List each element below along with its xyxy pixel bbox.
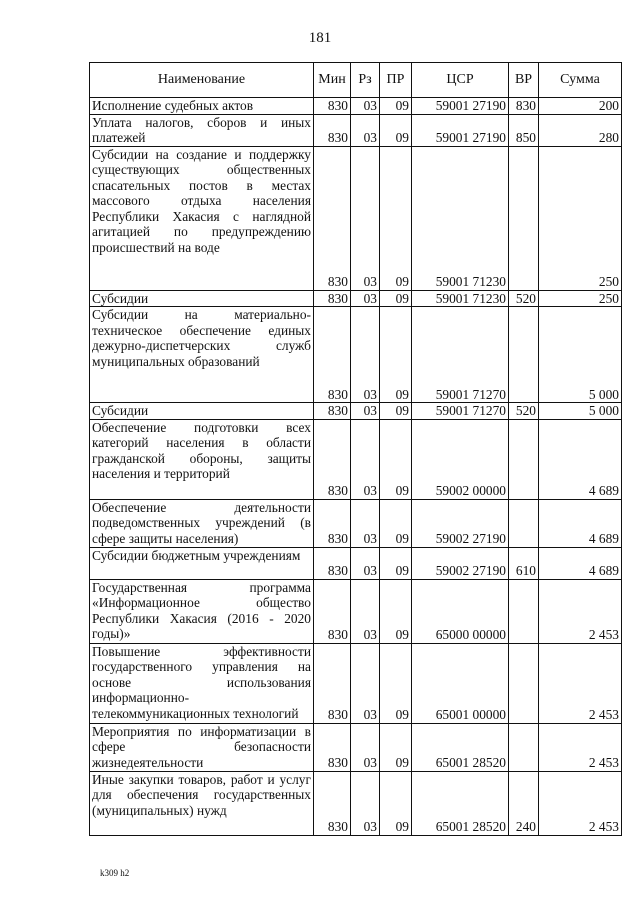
row-rz-cell: 03 [351, 579, 380, 643]
row-vr-cell [509, 643, 539, 723]
row-vr-cell: 830 [509, 98, 539, 115]
row-sum-cell: 2 453 [539, 579, 622, 643]
header-min: Мин [314, 63, 351, 98]
row-csr-cell: 65000 00000 [412, 579, 509, 643]
row-name-cell: Государственная программа «Информационное общество Республики Хакасия (2016 - 2020 годы)» [90, 579, 314, 643]
table-row [90, 114, 622, 146]
row-min-cell: 830 [314, 499, 351, 547]
row-vr-cell [509, 723, 539, 771]
row-name-cell: Субсидии на создание и поддержку существующих общественных спасательных постов в местах массового отдыха населения Республики Хакасия с наглядной агитацией по предупреждению происшествий на воде [90, 146, 314, 290]
row-sum-cell: 2 453 [539, 643, 622, 723]
row-rz-cell: 03 [351, 643, 380, 723]
row-csr-cell: 59001 27190 [412, 114, 509, 146]
table-row [90, 307, 622, 403]
row-vr-cell: 240 [509, 771, 539, 835]
table-row [90, 547, 622, 579]
row-sum-cell: 5 000 [539, 403, 622, 420]
row-rz-cell: 03 [351, 499, 380, 547]
row-vr-cell: 520 [509, 290, 539, 307]
row-sum-cell: 250 [539, 146, 622, 290]
page-number: 181 [308, 30, 332, 46]
table-row [90, 771, 622, 835]
row-csr-cell: 59001 27190 [412, 98, 509, 115]
row-csr-cell: 65001 00000 [412, 643, 509, 723]
table-row [90, 499, 622, 547]
table-row [90, 643, 622, 723]
row-min-cell: 830 [314, 579, 351, 643]
row-csr-cell: 59002 27190 [412, 499, 509, 547]
table-row [90, 579, 622, 643]
row-min-cell: 830 [314, 114, 351, 146]
footer-code: k309 h2 [100, 868, 130, 878]
row-min-cell: 830 [314, 307, 351, 403]
row-pr-cell: 09 [380, 146, 412, 290]
row-min-cell: 830 [314, 547, 351, 579]
row-csr-cell: 59001 71230 [412, 146, 509, 290]
row-sum-cell: 5 000 [539, 307, 622, 403]
row-min-cell: 830 [314, 771, 351, 835]
row-vr-cell [509, 579, 539, 643]
row-rz-cell: 03 [351, 419, 380, 499]
row-csr-cell: 65001 28520 [412, 771, 509, 835]
row-pr-cell: 09 [380, 114, 412, 146]
row-csr-cell: 59001 71270 [412, 403, 509, 420]
row-vr-cell: 610 [509, 547, 539, 579]
table-row [90, 419, 622, 499]
row-rz-cell: 03 [351, 114, 380, 146]
row-name-cell: Субсидии [90, 403, 314, 420]
row-min-cell: 830 [314, 419, 351, 499]
row-sum-cell: 4 689 [539, 547, 622, 579]
row-sum-cell: 200 [539, 98, 622, 115]
row-name-cell: Уплата налогов, сборов и иных платежей [90, 114, 314, 146]
row-pr-cell: 09 [380, 403, 412, 420]
row-rz-cell: 03 [351, 146, 380, 290]
row-vr-cell [509, 146, 539, 290]
row-sum-cell: 4 689 [539, 499, 622, 547]
header-csr: ЦСР [412, 63, 509, 98]
row-pr-cell: 09 [380, 579, 412, 643]
row-min-cell: 830 [314, 643, 351, 723]
header-sum: Сумма [539, 63, 622, 98]
row-csr-cell: 65001 28520 [412, 723, 509, 771]
row-pr-cell: 09 [380, 643, 412, 723]
row-name-cell: Исполнение судебных актов [90, 98, 314, 115]
row-pr-cell: 09 [380, 771, 412, 835]
row-pr-cell: 09 [380, 307, 412, 403]
row-pr-cell: 09 [380, 723, 412, 771]
row-name-cell: Повышение эффективности государственного управления на основе использования информационно-телекоммуникационных технологий [90, 643, 314, 723]
row-sum-cell: 250 [539, 290, 622, 307]
row-rz-cell: 03 [351, 98, 380, 115]
row-pr-cell: 09 [380, 290, 412, 307]
row-name-cell: Субсидии на материально-техническое обеспечение единых дежурно-диспетчерских служб муниципальных образований [90, 307, 314, 403]
table-row [90, 146, 622, 290]
table-header-row [90, 63, 622, 98]
row-name-cell: Мероприятия по информатизации в сфере безопасности жизнедеятельности [90, 723, 314, 771]
row-min-cell: 830 [314, 98, 351, 115]
row-sum-cell: 4 689 [539, 419, 622, 499]
row-min-cell: 830 [314, 146, 351, 290]
row-name-cell: Субсидии бюджетным учреждениям [90, 547, 314, 579]
row-vr-cell [509, 499, 539, 547]
row-name-cell: Обеспечение подготовки всех категорий населения в области гражданской обороны, защиты населения и территорий [90, 419, 314, 499]
header-name: Наименование [90, 63, 314, 98]
row-rz-cell: 03 [351, 403, 380, 420]
row-rz-cell: 03 [351, 771, 380, 835]
table-row [90, 403, 622, 420]
row-csr-cell: 59001 71230 [412, 290, 509, 307]
row-rz-cell: 03 [351, 307, 380, 403]
row-sum-cell: 2 453 [539, 723, 622, 771]
row-pr-cell: 09 [380, 98, 412, 115]
row-pr-cell: 09 [380, 419, 412, 499]
row-rz-cell: 03 [351, 547, 380, 579]
row-pr-cell: 09 [380, 547, 412, 579]
row-rz-cell: 03 [351, 290, 380, 307]
row-csr-cell: 59002 27190 [412, 547, 509, 579]
row-name-cell: Субсидии [90, 290, 314, 307]
budget-table [89, 62, 622, 836]
row-csr-cell: 59001 71270 [412, 307, 509, 403]
row-min-cell: 830 [314, 723, 351, 771]
table-row [90, 723, 622, 771]
row-min-cell: 830 [314, 403, 351, 420]
header-vr: ВР [509, 63, 539, 98]
row-rz-cell: 03 [351, 723, 380, 771]
header-pr: ПР [380, 63, 412, 98]
table-row [90, 98, 622, 115]
row-name-cell: Обеспечение деятельности подведомственных учреждений (в сфере защиты населения) [90, 499, 314, 547]
row-vr-cell: 850 [509, 114, 539, 146]
row-csr-cell: 59002 00000 [412, 419, 509, 499]
header-rz: Рз [351, 63, 380, 98]
row-vr-cell: 520 [509, 403, 539, 420]
row-name-cell: Иные закупки товаров, работ и услуг для обеспечения государственных (муниципальных) нужд [90, 771, 314, 835]
table-row [90, 290, 622, 307]
row-min-cell: 830 [314, 290, 351, 307]
row-vr-cell [509, 307, 539, 403]
row-pr-cell: 09 [380, 499, 412, 547]
row-sum-cell: 2 453 [539, 771, 622, 835]
row-vr-cell [509, 419, 539, 499]
row-sum-cell: 280 [539, 114, 622, 146]
